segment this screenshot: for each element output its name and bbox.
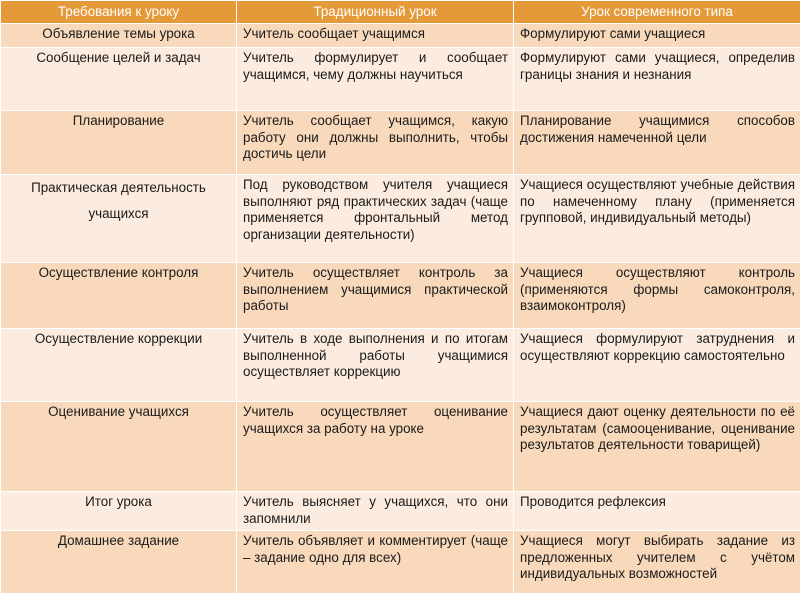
requirement-cell: Осуществление контроля — [1, 263, 237, 329]
requirement-cell: Практическая деятельность учащихся — [1, 175, 237, 263]
table-row — [1, 329, 800, 402]
traditional-cell: Учитель сообщает учащимся, какую работу они должны выполнить, чтобы достичь цели — [237, 111, 514, 175]
modern-cell: Учащиеся формулируют затруднения и осуществляют коррекцию самостоятельно — [514, 329, 800, 402]
modern-cell: Проводится рефлексия — [514, 492, 800, 531]
modern-cell: Планирование учащимися способов достижения намеченной цели — [514, 111, 800, 175]
requirement-cell: Оценивание учащихся — [1, 402, 237, 492]
header-requirements: Требования к уроку — [1, 1, 237, 24]
header-traditional-lesson: Традиционный урок — [237, 1, 514, 24]
requirement-cell: Сообщение целей и задач — [1, 48, 237, 111]
modern-cell: Формулируют сами учащиеся — [514, 24, 800, 48]
table-row — [1, 111, 800, 175]
requirement-cell: Осуществление коррекции — [1, 329, 237, 402]
modern-cell: Формулируют сами учащиеся, определив границы знания и незнания — [514, 48, 800, 111]
table-row — [1, 24, 800, 48]
table-row — [1, 263, 800, 329]
modern-cell: Учащиеся могут выбирать задание из предложенных учителем с учётом индивидуальных возможностей — [514, 531, 800, 594]
requirement-cell: Итог урока — [1, 492, 237, 531]
modern-cell: Учащиеся осуществляют учебные действия по намеченному плану (применяется групповой, индивидуальный методы) — [514, 175, 800, 263]
modern-cell: Учащиеся дают оценку деятельности по её результатам (самооценивание, оценивание результатов деятельности товарищей) — [514, 402, 800, 492]
table-row — [1, 175, 800, 263]
traditional-cell: Учитель сообщает учащимся — [237, 24, 514, 48]
table-row — [1, 48, 800, 111]
table-row — [1, 531, 800, 594]
traditional-cell: Учитель в ходе выполнения и по итогам выполненной работы учащимися осуществляет коррекцию — [237, 329, 514, 402]
traditional-cell: Учитель объявляет и комментирует (чаще – задание одно для всех) — [237, 531, 514, 594]
modern-cell: Учащиеся осуществляют контроль (применяются формы самоконтроля, взаимоконтроля) — [514, 263, 800, 329]
traditional-cell: Учитель выясняет у учащихся, что они запомнили — [237, 492, 514, 531]
table-row — [1, 402, 800, 492]
requirement-cell: Планирование — [1, 111, 237, 175]
traditional-cell: Учитель формулирует и сообщает учащимся, чему должны научиться — [237, 48, 514, 111]
requirement-cell: Объявление темы урока — [1, 24, 237, 48]
traditional-cell: Под руководством учителя учащиеся выполняют ряд практических задач (чаще применяется фронтальный метод организации деятельности) — [237, 175, 514, 263]
traditional-cell: Учитель осуществляет оценивание учащихся за работу на уроке — [237, 402, 514, 492]
table-row — [1, 492, 800, 531]
traditional-cell: Учитель осуществляет контроль за выполнением учащимися практической работы — [237, 263, 514, 329]
header-row — [1, 1, 800, 24]
header-modern-lesson: Урок современного типа — [514, 1, 800, 24]
requirement-cell: Домашнее задание — [1, 531, 237, 594]
